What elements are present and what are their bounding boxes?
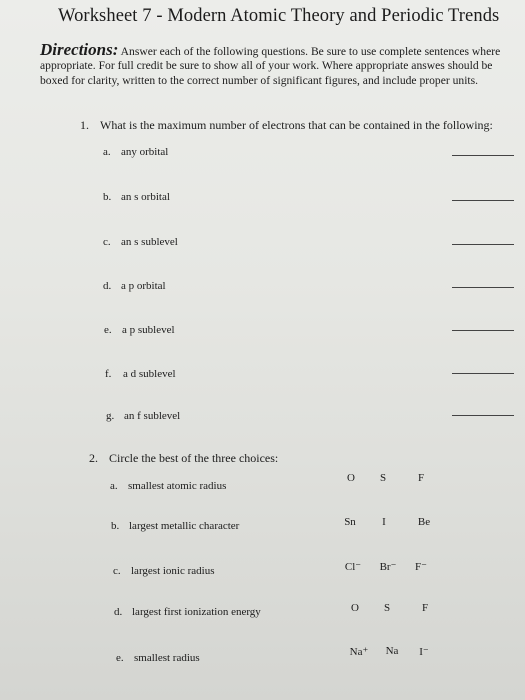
q2-item-d-letter: d.: [114, 606, 123, 618]
q2-item-b: [111, 520, 239, 532]
q2d-choice-2[interactable]: S: [383, 602, 391, 614]
q2-item-a-text: smallest atomic radius: [128, 480, 227, 492]
question-2: [89, 451, 278, 466]
q2-item-c-text: largest ionic radius: [131, 565, 215, 577]
q1-answer-blank-e[interactable]: [452, 330, 514, 331]
question-2-number: 2.: [89, 451, 98, 465]
directions-paragraph: [40, 40, 515, 88]
q2-item-a: [110, 480, 226, 492]
q2-item-d-text: largest first ionization energy: [132, 606, 261, 618]
q2-item-e-text: smallest radius: [134, 652, 200, 664]
q2-item-a-letter: a.: [110, 480, 118, 492]
q1-item-f-text: a d sublevel: [123, 368, 176, 380]
worksheet-title: Worksheet 7 - Modern Atomic Theory and Periodic Trends: [58, 6, 500, 26]
q1-item-e: [104, 324, 175, 336]
q2-item-b-letter: b.: [111, 520, 120, 532]
q2a-choice-3[interactable]: F: [417, 472, 425, 484]
q1-item-b: [103, 191, 170, 203]
q1-item-g-text: an f sublevel: [124, 410, 181, 422]
q2d-choice-3[interactable]: F: [421, 602, 429, 614]
question-1-text: What is the maximum number of electrons that can be contained in the following:: [100, 118, 493, 132]
q2c-choice-3[interactable]: F⁻: [415, 561, 427, 573]
q2-item-d: [114, 606, 261, 618]
q1-item-g: [106, 410, 180, 422]
q1-item-f: [105, 368, 176, 380]
q2b-choice-1[interactable]: Sn: [344, 516, 356, 528]
q1-answer-blank-f[interactable]: [452, 373, 514, 374]
q1-item-d: [103, 280, 166, 292]
q1-item-a: [103, 146, 168, 158]
q1-answer-blank-a[interactable]: [452, 155, 514, 156]
q1-item-f-letter: f.: [105, 368, 112, 380]
q1-item-d-letter: d.: [103, 280, 112, 292]
q1-item-d-text: a p orbital: [121, 280, 166, 292]
q2e-choice-1[interactable]: Na⁺: [349, 646, 369, 658]
q1-item-a-text: any orbital: [121, 146, 169, 158]
q1-item-e-text: a p sublevel: [122, 324, 175, 336]
q2a-choice-2[interactable]: S: [379, 472, 387, 484]
q2-item-e-letter: e.: [116, 652, 124, 664]
q1-answer-blank-c[interactable]: [452, 244, 514, 245]
q1-item-g-letter: g.: [106, 410, 115, 422]
q2-item-b-text: largest metallic character: [129, 520, 240, 532]
q1-item-c-letter: c.: [103, 236, 111, 248]
q2-item-c: [113, 565, 215, 577]
q1-item-b-text: an s orbital: [121, 191, 170, 203]
q1-item-b-letter: b.: [103, 191, 112, 203]
directions-text: Answer each of the following questions. Be sure to use complete sentences where appropriate. For full credit be sure to show all of your work. Where appropriate answes should be boxed for clarity, written to the correct number of significant figures, and include proper units.: [40, 45, 501, 87]
q1-answer-blank-d[interactable]: [452, 287, 514, 288]
question-1: [80, 118, 493, 133]
q2b-choice-3[interactable]: Be: [417, 516, 431, 528]
q2c-choice-1[interactable]: Cl⁻: [344, 561, 362, 573]
q2b-choice-2[interactable]: I: [382, 516, 386, 528]
q2e-choice-2[interactable]: Na: [385, 645, 399, 657]
q2e-choice-3[interactable]: I⁻: [419, 646, 429, 658]
q2-item-e: [116, 652, 200, 664]
question-2-text: Circle the best of the three choices:: [109, 451, 279, 465]
q2c-choice-2[interactable]: Br⁻: [379, 561, 397, 573]
directions-label: Directions:: [40, 40, 119, 59]
q2d-choice-1[interactable]: O: [351, 602, 359, 614]
q2a-choice-1[interactable]: O: [347, 472, 355, 484]
q1-item-c-text: an s sublevel: [121, 236, 178, 248]
q2-item-c-letter: c.: [113, 565, 121, 577]
q1-answer-blank-g[interactable]: [452, 415, 514, 416]
q1-item-a-letter: a.: [103, 146, 111, 158]
question-1-number: 1.: [80, 118, 89, 132]
q1-item-c: [103, 236, 178, 248]
q1-answer-blank-b[interactable]: [452, 200, 514, 201]
q1-item-e-letter: e.: [104, 324, 112, 336]
